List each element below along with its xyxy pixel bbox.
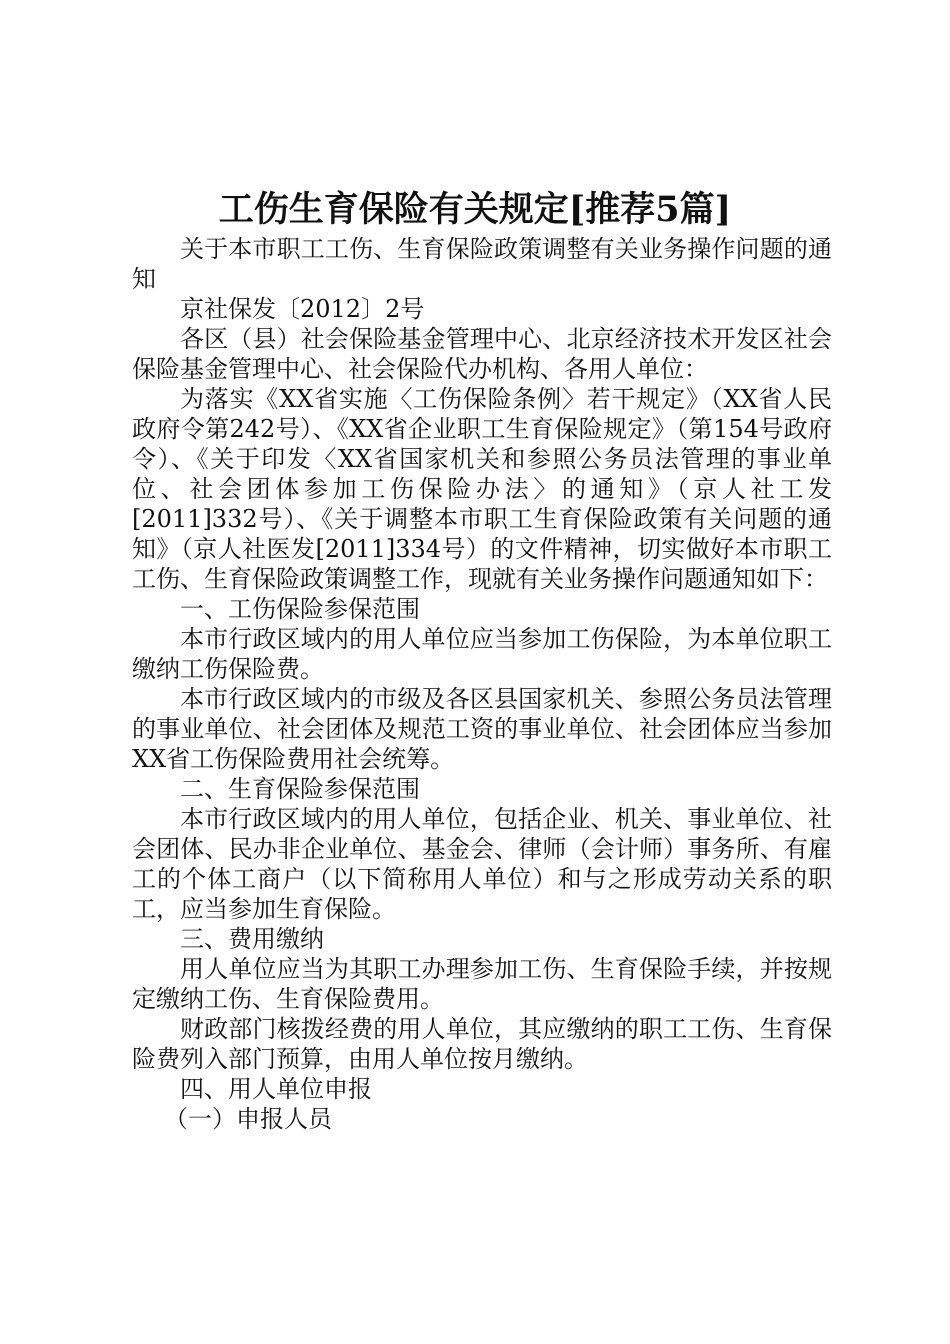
body-paragraph: 本市行政区域内的用人单位，包括企业、机关、事业单位、社会团体、民办非企业单位、基金会、律师（会计师）事务所、有雇工的个体工商户（以下简称用人单位）和与之形成劳动关系的职工，应当参加生育保险。 (132, 805, 832, 923)
document-body (132, 234, 832, 1134)
subsection-heading: （一）申报人员 (164, 1105, 332, 1133)
document-title: 工伤生育保险有关规定[推荐5篇] (218, 189, 732, 230)
body-paragraph: 财政部门核拨经费的用人单位，其应缴纳的职工工伤、生育保险费列入部门预算，由用人单位按月缴纳。 (132, 1015, 832, 1073)
section-heading: 二、生育保险参保范围 (180, 775, 420, 803)
section-heading: 三、费用缴纳 (180, 925, 324, 953)
body-paragraph: 本市行政区域内的市级及各区县国家机关、参照公务员法管理的事业单位、社会团体及规范工资的事业单位、社会团体应当参加XX省工伤保险费用社会统筹。 (132, 685, 832, 773)
notice-heading: 关于本市职工工伤、生育保险政策调整有关业务操作问题的通知 (132, 235, 832, 293)
section-heading: 四、用人单位申报 (180, 1075, 372, 1103)
body-paragraph: 本市行政区域内的用人单位应当参加工伤保险，为本单位职工缴纳工伤保险费。 (132, 625, 832, 683)
document-number: 京社保发〔2012〕2号 (180, 295, 425, 323)
addressee: 各区（县）社会保险基金管理中心、北京经济技术开发区社会保险基金管理中心、社会保险代办机构、各用人单位： (132, 325, 832, 383)
body-paragraph: 为落实《XX省实施〈工伤保险条例〉若干规定》（XX省人民政府令第242号）、《XX省企业职工生育保险规定》（第154号政府令）、《关于印发〈XX省国家机关和参照公务员法管理的事业单位、社会团体参加工伤保险办法〉的通知》（京人社工发[2011]332号）、《关于调整本市职工生育保险政策有关问题的通知》（京人社医发[2011]334号）的文件精神，切实做好本市职工工伤、生育保险政策调整工作，现就有关业务操作问题通知如下： (132, 385, 832, 593)
body-paragraph: 用人单位应当为其职工办理参加工伤、生育保险手续，并按规定缴纳工伤、生育保险费用。 (132, 955, 832, 1013)
section-heading: 一、工伤保险参保范围 (180, 595, 420, 623)
